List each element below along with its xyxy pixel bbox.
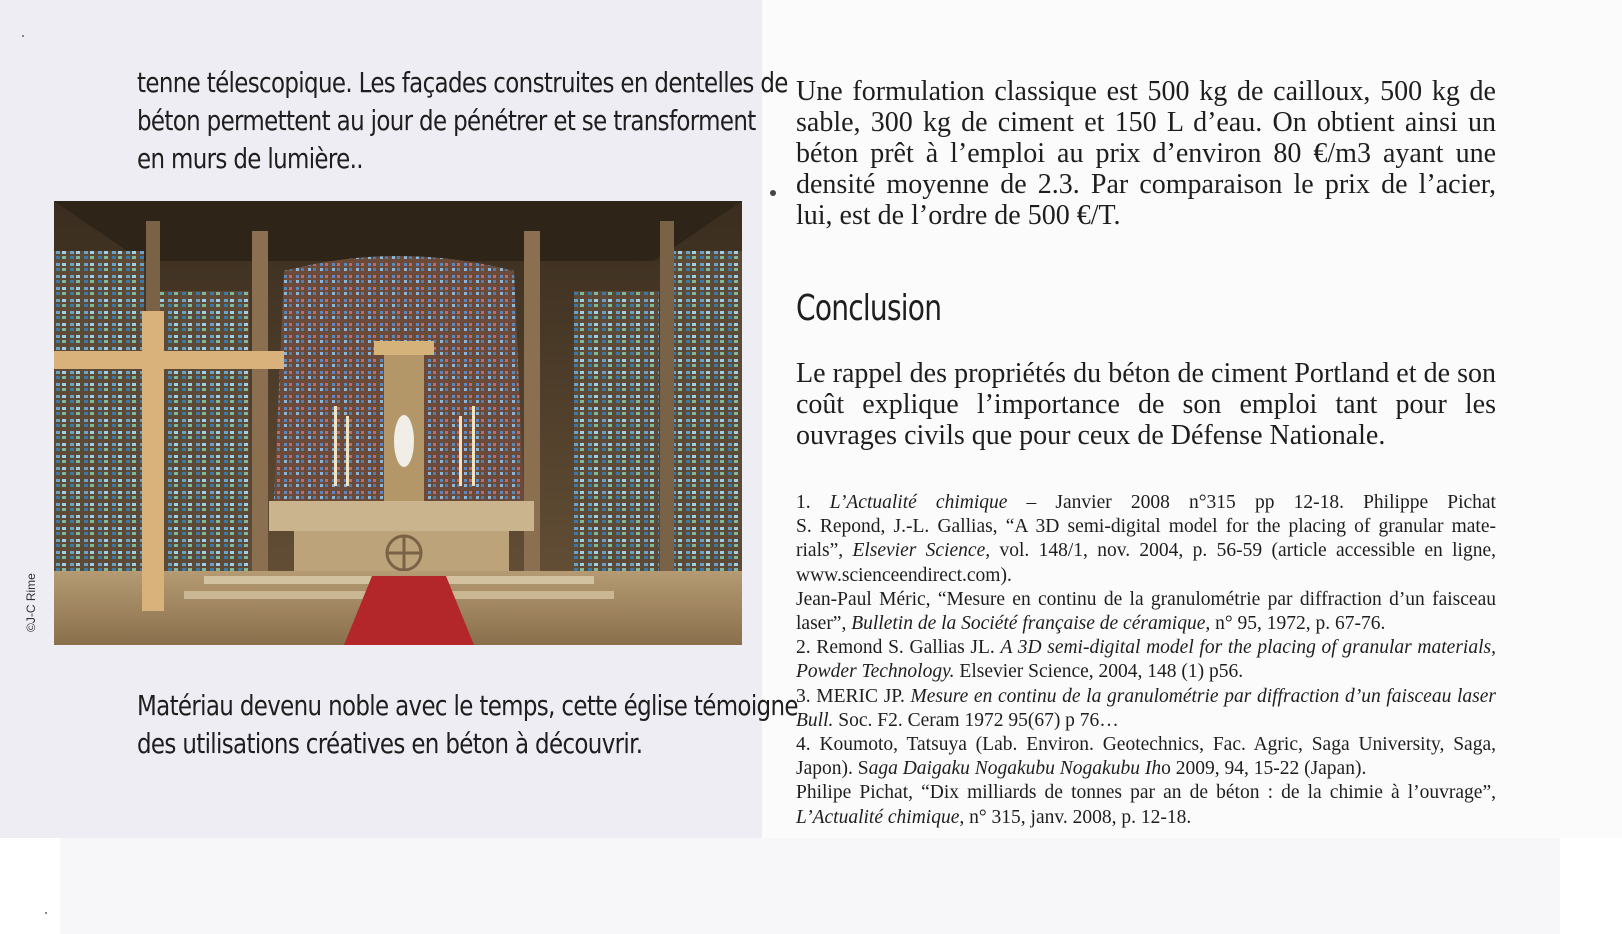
reference-text: n° 95, 1972, p. 67-76. <box>1210 613 1386 635</box>
reference-line <box>796 781 1496 805</box>
reference-line <box>796 564 1496 588</box>
photo-caption <box>137 687 798 763</box>
reference-italic: aga Daigaku Nogakubu Nogakubu Ih <box>868 758 1162 780</box>
reference-line <box>796 539 1496 563</box>
reference-italic: Bulletin de la Société française de céramique, <box>851 613 1211 635</box>
reference-text: 3. MERIC JP. <box>796 685 911 707</box>
reference-line <box>796 685 1496 709</box>
reference-text: Soc. F2. Ceram 1972 95(67) p 76… <box>833 709 1119 731</box>
reference-text: Japon). S <box>796 758 869 780</box>
reference-text: n° 315, janv. 2008, p. 12-18. <box>964 806 1192 828</box>
reference-line <box>796 515 1496 539</box>
church-illustration <box>54 201 742 645</box>
reference-italic: Powder Technology. <box>796 661 955 683</box>
reference-text: Jean-Paul Méric, “Mesure en continu de la granulométrie par diffraction d’un faisceau <box>796 588 1496 610</box>
reference-text: Philipe Pichat, “Dix milliards de tonnes par an de béton : de la chimie à l’ouvrage”, <box>796 782 1496 804</box>
reference-line <box>796 806 1496 830</box>
paragraph-formulation: Une formulation classique est 500 kg de cailloux, 500 kg de sable, 300 kg de ciment et 150 L d’eau. On obtient ainsi un béton prêt à l’emploi au prix d’environ 80 €/m3 ayant une densité moyenne de 2.3. Par comparaison le prix de l’acier, lui, est de l’ordre de 500 €/T. <box>796 76 1496 231</box>
reference-text: rials”, <box>796 540 853 562</box>
reference-text: S. Repond, J.-L. Gallias, “A 3D semi-digital model for the placing of granular mate- <box>796 516 1496 538</box>
reference-line <box>796 660 1496 684</box>
reference-text: o 2009, 94, 15-22 (Japan). <box>1161 758 1367 780</box>
reference-italic: Bull. <box>796 709 834 731</box>
scan-speck <box>45 912 47 914</box>
reference-text: www.scienceendirect.com). <box>796 564 1012 586</box>
paragraph-conclusion: Le rappel des propriétés du béton de ciment Portland et de son coût explique l’importance de son emploi tant pour les ouvrages civils que pour ceux de Défense Nationale. <box>796 358 1496 451</box>
reference-italic: Mesure en continu de la granulométrie par diffraction d’un faisceau laser <box>910 685 1496 707</box>
margin-bullet <box>770 190 776 196</box>
intro-line: béton permettent au jour de pénétrer et se transforment <box>137 104 756 137</box>
references-list <box>796 491 1496 830</box>
reference-text: – Janvier 2008 n°315 pp 12-18. Philippe Pichat <box>1007 492 1496 513</box>
section-heading: Conclusion <box>796 288 942 329</box>
intro-text <box>137 64 788 178</box>
intro-line: en murs de lumière.. <box>137 142 363 175</box>
reference-line <box>796 733 1496 757</box>
reference-line <box>796 612 1496 636</box>
church-interior-photo <box>54 201 742 645</box>
reference-text: 2. Remond S. Gallias JL. <box>796 637 1001 659</box>
photo-credit: ©J-C Rime <box>24 573 38 632</box>
reference-line <box>796 636 1496 660</box>
reference-text: laser”, <box>796 613 852 635</box>
reference-italic: L’Actualité chimique <box>829 492 1008 513</box>
reference-text: vol. 148/1, nov. 2004, p. 56-59 (article accessible en ligne, <box>990 540 1496 562</box>
bottom-background <box>60 838 1560 934</box>
reference-italic: Elsevier Science, <box>852 540 991 562</box>
reference-line <box>796 709 1496 733</box>
reference-line <box>796 588 1496 612</box>
caption-line: Matériau devenu noble avec le temps, cette église témoigne <box>137 689 798 722</box>
reference-line <box>796 491 1496 515</box>
reference-text: Elsevier Science, 2004, 148 (1) p56. <box>954 661 1244 683</box>
reference-italic: L’Actualité chimique, <box>796 806 965 828</box>
scan-speck <box>22 35 24 37</box>
reference-text: 1. <box>796 492 830 513</box>
intro-line: tenne télescopique. Les façades construites en dentelles de <box>137 66 788 99</box>
reference-italic: A 3D semi-digital model for the placing of granular materials, <box>1000 637 1496 659</box>
reference-line <box>796 757 1496 781</box>
caption-line: des utilisations créatives en béton à découvrir. <box>137 727 643 760</box>
reference-text: 4. Koumoto, Tatsuya (Lab. Environ. Geotechnics, Fac. Agric, Saga University, Saga, <box>796 734 1496 756</box>
